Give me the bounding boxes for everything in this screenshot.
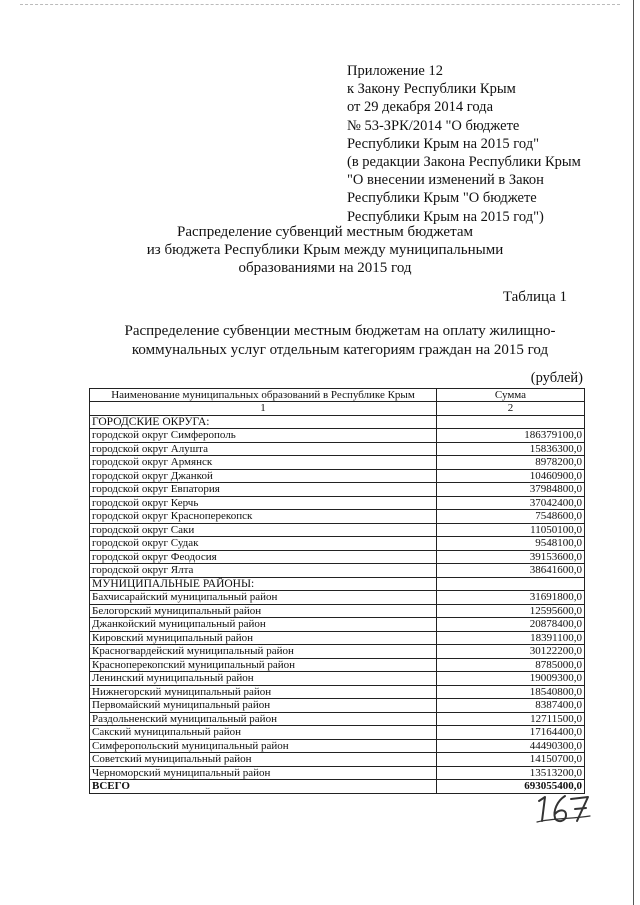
table-row	[90, 442, 585, 456]
document-title-line: образованиями на 2015 год	[238, 260, 412, 276]
municipality-name-cell: МУНИЦИПАЛЬНЫЕ РАЙОНЫ:	[90, 577, 437, 591]
municipality-name-cell: Симферопольский муниципальный район	[90, 739, 437, 753]
amount-cell: 39153600,0	[437, 550, 585, 564]
appendix-line: № 53-ЗРК/2014 "О бюджете	[347, 117, 520, 134]
table-title	[115, 322, 565, 360]
municipality-name-cell: городской округ Ялта	[90, 564, 437, 578]
amount-cell: 37984800,0	[437, 483, 585, 497]
table-row	[90, 510, 585, 524]
amount-cell: 10460900,0	[437, 469, 585, 483]
municipality-name-cell: городской округ Судак	[90, 537, 437, 551]
municipality-name-cell: Первомайский муниципальный район	[90, 699, 437, 713]
table-title-line: коммунальных услуг отдельным категориям граждан на 2015 год	[131, 342, 549, 358]
amount-cell	[437, 415, 585, 429]
table-row	[90, 564, 585, 578]
table-row	[90, 469, 585, 483]
amount-cell: 12711500,0	[437, 712, 585, 726]
table-row	[90, 672, 585, 686]
column-number-row	[90, 402, 585, 416]
appendix-line: Приложение 12	[347, 63, 443, 79]
total-row	[90, 780, 585, 794]
table-row	[90, 496, 585, 510]
amount-cell: 15836300,0	[437, 442, 585, 456]
amount-cell: 12595600,0	[437, 604, 585, 618]
amount-cell: 44490300,0	[437, 739, 585, 753]
table-row	[90, 550, 585, 564]
document-title	[110, 223, 540, 277]
document-title-line: из бюджета Республики Крым между муниципальными	[146, 242, 504, 258]
table-row	[90, 456, 585, 470]
table-title-line: Распределение субвенции местным бюджетам на оплату жилищно-	[124, 323, 556, 339]
municipality-name-cell: Бахчисарайский муниципальный район	[90, 591, 437, 605]
units-label: (рублей)	[530, 370, 583, 386]
section-row	[90, 415, 585, 429]
amount-cell	[437, 577, 585, 591]
municipality-name-cell: городской округ Саки	[90, 523, 437, 537]
table-row	[90, 618, 585, 632]
table-row	[90, 523, 585, 537]
table-row	[90, 645, 585, 659]
municipality-name-cell: городской округ Евпатория	[90, 483, 437, 497]
appendix-line: Республики Крым на 2015 год"	[347, 135, 539, 152]
municipality-name-cell: городской округ Феодосия	[90, 550, 437, 564]
municipality-name-cell: Ленинский муниципальный район	[90, 672, 437, 686]
municipality-name-cell: Красноперекопский муниципальный район	[90, 658, 437, 672]
appendix-line: от 29 декабря 2014 года	[347, 99, 493, 116]
amount-cell: 17164400,0	[437, 726, 585, 740]
table-row	[90, 712, 585, 726]
amount-cell: 14150700,0	[437, 753, 585, 767]
amount-cell: 37042400,0	[437, 496, 585, 510]
municipality-name-cell: Сакский муниципальный район	[90, 726, 437, 740]
municipality-name-cell: городской округ Алушта	[90, 442, 437, 456]
header-name-cell: Наименование муниципальных образований в Республике Крым	[90, 389, 437, 402]
municipality-name-cell: Нижнегорский муниципальный район	[90, 685, 437, 699]
column-number-cell: 1	[90, 402, 437, 416]
appendix-line: (в редакции Закона Республики Крым	[347, 154, 581, 171]
amount-cell: 38641600,0	[437, 564, 585, 578]
amount-cell: 693055400,0	[437, 780, 585, 794]
municipality-name-cell: Черноморский муниципальный район	[90, 766, 437, 780]
amount-cell: 30122200,0	[437, 645, 585, 659]
municipality-name-cell: городской округ Симферополь	[90, 429, 437, 443]
appendix-note	[347, 62, 627, 226]
table-row	[90, 699, 585, 713]
scan-artifact-line	[20, 4, 620, 6]
section-row	[90, 577, 585, 591]
amount-cell: 8785000,0	[437, 658, 585, 672]
amount-cell: 18540800,0	[437, 685, 585, 699]
municipality-name-cell: Белогорский муниципальный район	[90, 604, 437, 618]
amount-cell: 7548600,0	[437, 510, 585, 524]
appendix-line: Республики Крым на 2015 год")	[347, 208, 544, 225]
amount-cell: 19009300,0	[437, 672, 585, 686]
municipality-name-cell: городской округ Керчь	[90, 496, 437, 510]
table-row	[90, 766, 585, 780]
table-row	[90, 537, 585, 551]
table-row	[90, 726, 585, 740]
municipality-name-cell: Кировский муниципальный район	[90, 631, 437, 645]
header-amount-cell: Сумма	[437, 389, 585, 402]
amount-cell: 8978200,0	[437, 456, 585, 470]
amount-cell: 11050100,0	[437, 523, 585, 537]
municipality-name-cell: городской округ Красноперекопск	[90, 510, 437, 524]
table-row	[90, 658, 585, 672]
appendix-line: "О внесении изменений в Закон	[347, 172, 544, 189]
municipality-name-cell: ВСЕГО	[90, 780, 437, 794]
table-label: Таблица 1	[502, 289, 567, 305]
table-row	[90, 753, 585, 767]
municipality-name-cell: Раздольненский муниципальный район	[90, 712, 437, 726]
appendix-line: к Закону Республики Крым	[347, 81, 516, 98]
municipality-name-cell: городской округ Джанкой	[90, 469, 437, 483]
table-row	[90, 685, 585, 699]
document-title-line: Распределение субвенций местным бюджетам	[177, 224, 473, 240]
subvention-table	[89, 388, 585, 794]
table-row	[90, 604, 585, 618]
appendix-line: Республики Крым "О бюджете	[347, 190, 537, 207]
amount-cell: 9548100,0	[437, 537, 585, 551]
table-row	[90, 483, 585, 497]
table-row	[90, 631, 585, 645]
amount-cell: 8387400,0	[437, 699, 585, 713]
municipality-name-cell: Красногвардейский муниципальный район	[90, 645, 437, 659]
table-row	[90, 429, 585, 443]
municipality-name-cell: ГОРОДСКИЕ ОКРУГА:	[90, 415, 437, 429]
page-edge-line	[633, 0, 634, 905]
amount-cell: 186379100,0	[437, 429, 585, 443]
table-row	[90, 739, 585, 753]
amount-cell: 31691800,0	[437, 591, 585, 605]
municipality-name-cell: Советский муниципальный район	[90, 753, 437, 767]
municipality-name-cell: городской округ Армянск	[90, 456, 437, 470]
amount-cell: 13513200,0	[437, 766, 585, 780]
column-number-cell: 2	[437, 402, 585, 416]
amount-cell: 18391100,0	[437, 631, 585, 645]
table-row	[90, 591, 585, 605]
table-header-row	[90, 389, 585, 402]
amount-cell: 20878400,0	[437, 618, 585, 632]
municipality-name-cell: Джанкойский муниципальный район	[90, 618, 437, 632]
handwritten-page-number	[533, 791, 593, 825]
